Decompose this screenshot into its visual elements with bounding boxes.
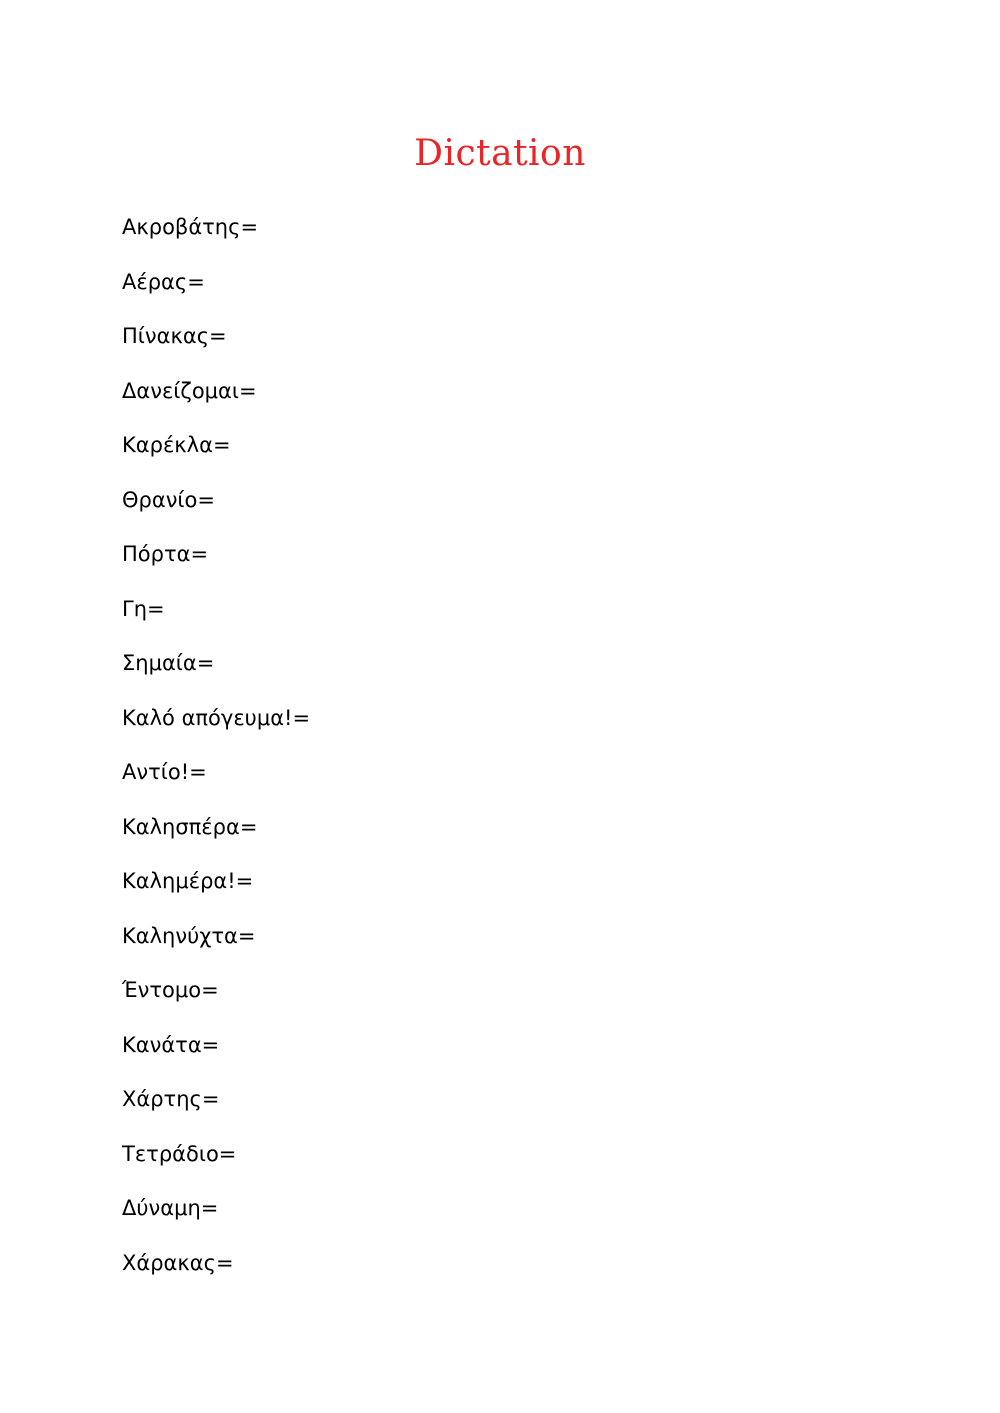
word-item: Καρέκλα= bbox=[122, 433, 231, 457]
word-item: Καληνύχτα= bbox=[122, 923, 256, 948]
word-item: Θρανίο= bbox=[122, 487, 215, 512]
word-item: Αέρας= bbox=[122, 269, 205, 294]
word-item: Τετράδιο= bbox=[122, 1141, 237, 1166]
word-item: Καλημέρα!= bbox=[122, 869, 254, 893]
word-item: Έντομο= bbox=[122, 978, 219, 1002]
word-item: Κανάτα= bbox=[122, 1032, 220, 1057]
word-item: Χάρτης= bbox=[122, 1087, 220, 1111]
word-item: Σημαία= bbox=[122, 651, 215, 675]
word-item: Καλό απόγευμα!= bbox=[122, 705, 311, 730]
word-item: Δανείζομαι= bbox=[122, 378, 257, 403]
word-item: Γη= bbox=[122, 596, 165, 621]
word-item: Πίνακας= bbox=[122, 324, 227, 348]
word-item: Αντίο!= bbox=[122, 760, 207, 784]
word-item: Καλησπέρα= bbox=[122, 814, 258, 839]
word-item: Δύναμη= bbox=[122, 1196, 219, 1220]
word-item: Ακροβάτης= bbox=[122, 215, 259, 239]
word-item: Πόρτα= bbox=[122, 542, 209, 566]
dictation-word-list bbox=[122, 209, 310, 1299]
page-title: Dictation bbox=[414, 133, 586, 174]
word-item: Χάρακας= bbox=[122, 1250, 234, 1275]
